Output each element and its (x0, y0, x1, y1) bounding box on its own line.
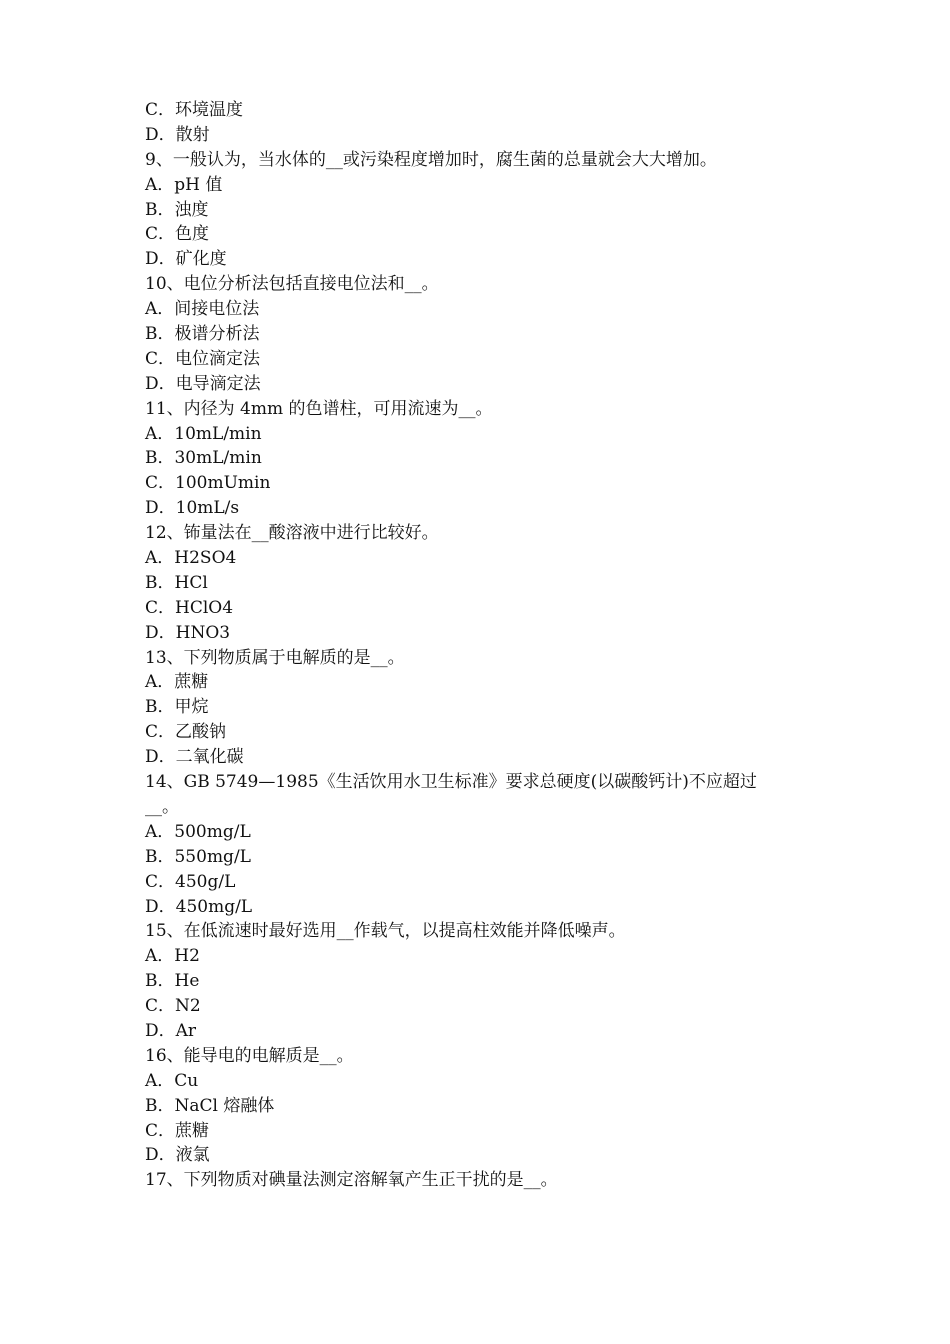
question-line: 11、内径为 4mm 的色谱柱，可用流速为__。 (145, 398, 493, 419)
option-line: D．散射 (145, 124, 210, 145)
option-line: D．450mg/L (145, 896, 253, 917)
option-line: D．10mL/s (145, 498, 240, 519)
question-line: 16、能导电的电解质是__。 (145, 1045, 354, 1066)
option-line: A．间接电位法 (145, 299, 260, 320)
option-line: A．H2 (145, 946, 200, 967)
option-line: D．矿化度 (145, 249, 227, 270)
option-line: D．电导滴定法 (145, 373, 261, 394)
option-line: C．100mUmin (145, 473, 271, 494)
option-line: C．色度 (145, 224, 210, 245)
question-line: 10、电位分析法包括直接电位法和__。 (145, 274, 439, 295)
option-line: D．HNO3 (145, 622, 231, 643)
question-line: 13、下列物质属于电解质的是__。 (145, 647, 405, 668)
option-line: C．450g/L (145, 871, 236, 892)
option-line: B．He (145, 971, 200, 992)
option-line: B．HCl (145, 572, 208, 593)
question-line-continued: __。 (145, 796, 179, 817)
option-line: B．甲烷 (145, 697, 209, 718)
option-line: B．30mL/min (145, 448, 262, 469)
option-line: D．二氧化碳 (145, 747, 244, 768)
option-line: A．pH 值 (145, 174, 223, 195)
question-line: 9、一般认为，当水体的__或污染程度增加时，腐生菌的总量就会大大增加。 (145, 149, 717, 170)
option-line: C．蔗糖 (145, 1120, 210, 1141)
question-line: 17、下列物质对碘量法测定溶解氧产生正干扰的是__。 (145, 1170, 558, 1191)
option-line: C．电位滴定法 (145, 348, 261, 369)
option-line: C．HClO4 (145, 597, 234, 618)
option-line: A．10mL/min (145, 423, 262, 444)
option-line: D．Ar (145, 1020, 197, 1041)
option-line: C．乙酸钠 (145, 722, 227, 743)
option-line: A．蔗糖 (145, 672, 209, 693)
option-line: B．浊度 (145, 199, 209, 220)
option-line: C．环境温度 (145, 100, 244, 120)
option-line: A．H2SO4 (145, 548, 237, 569)
option-line: B．550mg/L (145, 846, 251, 867)
option-line: A．500mg/L (145, 821, 251, 842)
option-line: B．NaCl 熔融体 (145, 1095, 275, 1116)
question-line: 14、GB 5749—1985《生活饮用水卫生标准》要求总硬度(以碳酸钙计)不应超过 (145, 772, 757, 793)
option-line: A．Cu (145, 1070, 199, 1091)
question-line: 15、在低流速时最好选用__作载气，以提高柱效能并降低噪声。 (145, 921, 626, 942)
option-line: C．N2 (145, 996, 201, 1017)
question-line: 12、钸量法在__酸溶液中进行比较好。 (145, 523, 439, 544)
option-line: D．液氯 (145, 1145, 210, 1166)
option-line: B．极谱分析法 (145, 324, 260, 345)
document-page (145, 98, 825, 1193)
